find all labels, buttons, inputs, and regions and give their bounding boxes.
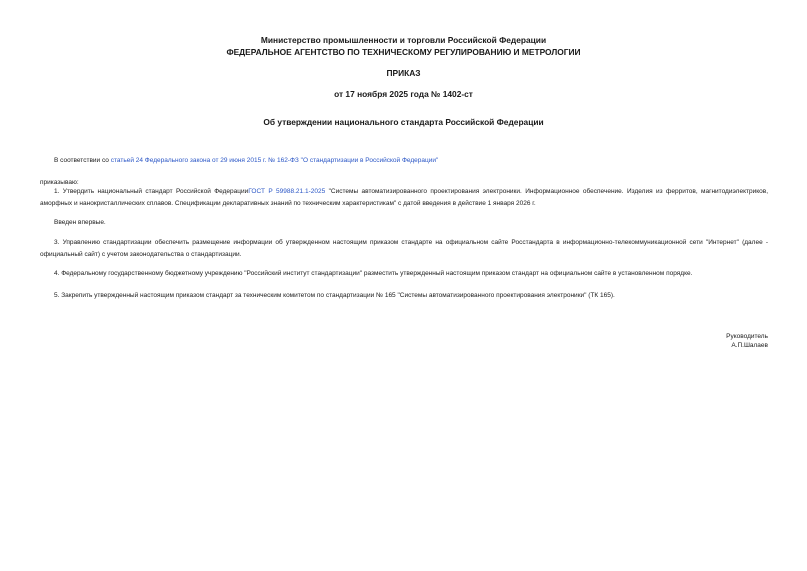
document-type: ПРИКАЗ	[386, 68, 421, 78]
signature-name: А.П.Шалаев	[731, 342, 768, 349]
gost-standard-link[interactable]: ГОСТ Р 59988.21.1-2025	[248, 188, 326, 195]
preamble-prefix: В соответствии со	[54, 157, 111, 164]
introduced-note: Введен впервые.	[54, 219, 106, 226]
order-word: приказываю:	[40, 179, 79, 186]
item-1-prefix: 1. Утвердить национальный стандарт Российской Федерации	[54, 188, 249, 195]
federal-law-link[interactable]: статьей 24 Федерального закона от 29 июня 2015 г. № 162-ФЗ "О стандартизации в Российской Федерации"	[110, 157, 439, 164]
item-4: 4. Федеральному государственному бюджетному учреждению "Российский институт стандартизации" разместить утвержденный настоящим приказом стандарт на официальном сайте в установленном порядке.	[54, 270, 693, 277]
document-date-number: от 17 ноября 2025 года № 1402-ст	[334, 89, 473, 99]
document-title: Об утверждении национального стандарта Российской Федерации	[263, 117, 544, 127]
item-1	[40, 186, 768, 210]
item-3: 3. Управлению стандартизации обеспечить размещение информации об утвержденном настоящим приказом стандарте на официальном сайте Росстандарта в информационно-телекоммуникационной сети "Интернет" (далее - официальный сайт) с учетом законодательства о стандартизации.	[40, 239, 768, 258]
item-5: 5. Закрепить утвержденный настоящим приказом стандарт за техническим комитетом по стандартизации № 165 "Системы автоматизированного проектирования электроники" (ТК 165).	[54, 292, 615, 299]
signature-role: Руководитель	[726, 333, 768, 340]
agency-name: ФЕДЕРАЛЬНОЕ АГЕНТСТВО ПО ТЕХНИЧЕСКОМУ РЕГУЛИРОВАНИЮ И МЕТРОЛОГИИ	[226, 47, 581, 57]
ministry-name: Министерство промышленности и торговли Российской Федерации	[260, 35, 547, 45]
preamble	[40, 155, 768, 167]
item-1-suffix: "Системы автоматизированного проектирования электроники. Информационное обеспечение. Изделия из ферритов, магнитодиэлектриков, аморфных и нанокристаллических сплавов. Спецификации декларативных знаний по техническим характеристикам" с датой введения в действие 1 января 2026 г.	[40, 188, 768, 207]
